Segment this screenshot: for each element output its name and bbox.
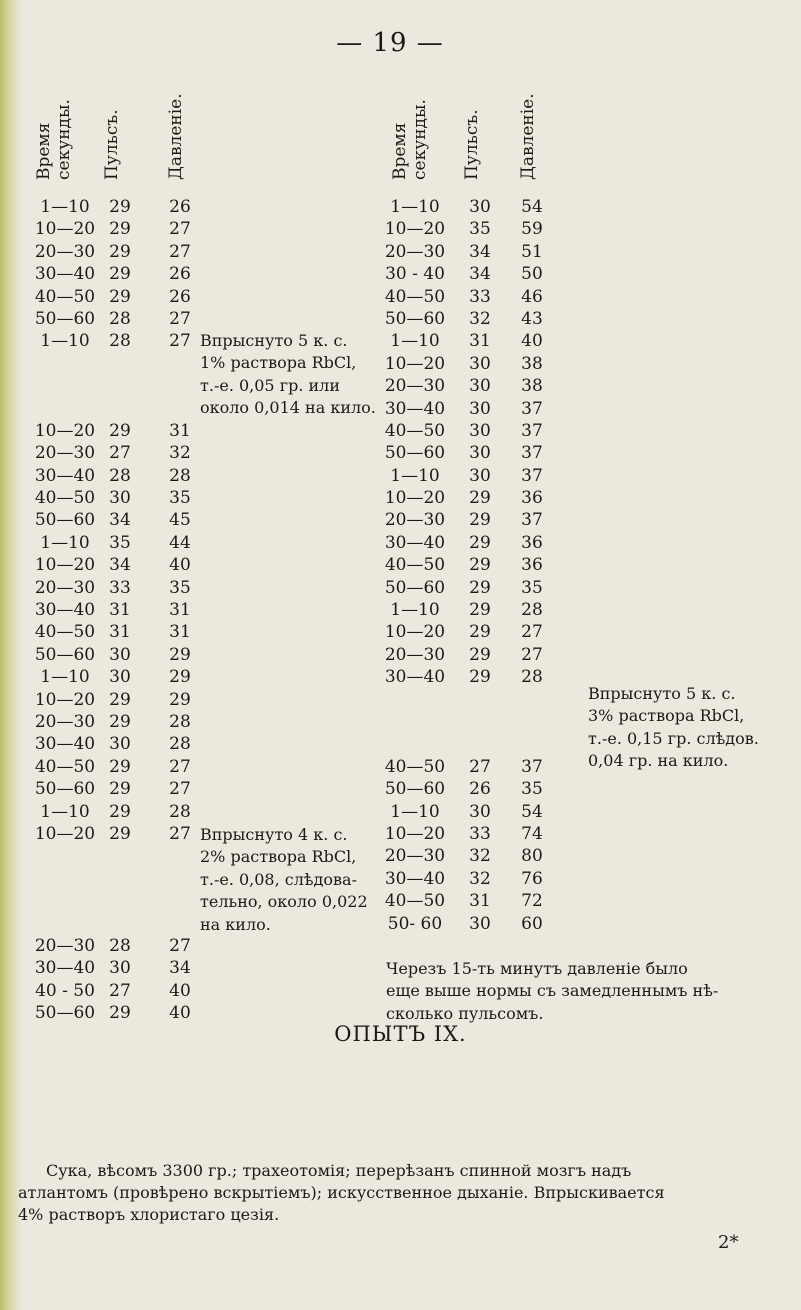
table-cell-pressure: 37: [521, 465, 543, 486]
table-cell-time: 50—60: [34, 779, 96, 800]
table-cell-time: 20—30: [34, 241, 96, 262]
table-cell-time: 1—10: [40, 667, 90, 688]
table-cell-pulse: 30: [469, 376, 491, 397]
note-line: Впрыснуто 5 к. с.: [200, 331, 348, 350]
table-cell-pulse: 33: [109, 577, 131, 598]
table-cell-pressure: 38: [521, 353, 543, 374]
table-cell-pulse: 29: [109, 219, 131, 240]
table-cell-time: 10—20: [384, 353, 446, 374]
table-cell-time: 10—20: [34, 823, 96, 844]
table-cell-time: 20—30: [384, 241, 446, 262]
table-cell-time: 50—60: [384, 779, 446, 800]
table-cell-time: 50—60: [384, 308, 446, 329]
table-cell-pulse: 29: [109, 1003, 131, 1024]
table-cell-pressure: [160, 398, 200, 420]
table-cell-pressure: 36: [521, 555, 543, 576]
table-cell-pressure: 27: [521, 622, 543, 643]
table-cell-pulse: 31: [109, 622, 131, 643]
table-cell-pulse: 29: [109, 689, 131, 710]
table-cell-pulse: [100, 868, 140, 890]
table-cell-pressure: 28: [169, 465, 191, 486]
table-cell-pulse: 34: [469, 241, 491, 262]
table-cell-pressure: [160, 375, 200, 397]
left-header-time: Время секунды.: [34, 99, 74, 180]
table-cell-pressure: 38: [521, 376, 543, 397]
table-cell-pressure: [512, 733, 552, 755]
table-cell-time: [30, 375, 100, 397]
note-line: Впрыснуто 4 к. с.: [200, 825, 348, 844]
table-cell-time: [30, 913, 100, 935]
table-cell-pressure: [512, 711, 552, 733]
table-cell-time: 30—40: [34, 264, 96, 285]
table-cell-pulse: 30: [469, 465, 491, 486]
table-cell-pulse: 29: [469, 577, 491, 598]
table-cell-time: 20—30: [384, 376, 446, 397]
table-cell-time: 40—50: [34, 622, 96, 643]
table-cell-pulse: [460, 711, 500, 733]
table-cell-time: 40—50: [34, 286, 96, 307]
table-cell-pulse: 32: [469, 308, 491, 329]
table-cell-time: 50- 60: [387, 913, 443, 934]
page-number: — 19 —: [336, 28, 444, 58]
table-cell-pressure: [160, 353, 200, 375]
table-cell-time: 30—40: [34, 465, 96, 486]
table-cell-pressure: 54: [521, 197, 543, 217]
table-cell-pressure: 28: [169, 711, 191, 732]
table-cell-pressure: 29: [169, 644, 191, 665]
right-note-injection: [588, 683, 759, 773]
table-cell-pulse: 32: [469, 868, 491, 889]
table-cell-pulse: 29: [109, 823, 131, 844]
table-cell-pressure: 44: [169, 532, 191, 553]
table-cell-pulse: 29: [469, 667, 491, 688]
table-cell-pressure: 50: [521, 264, 543, 285]
table-cell-pressure: [160, 845, 200, 867]
table-cell-pressure: 37: [521, 443, 543, 464]
paragraph-line: Сука, вѣсомъ 3300 гр.; трахеотомiя; перерѣзанъ спинной мозгъ надъ: [46, 1161, 632, 1180]
table-cell-pressure: 35: [521, 779, 543, 800]
table-cell-pressure: 28: [169, 801, 191, 822]
table-cell-time: 10—20: [384, 219, 446, 240]
table-cell-pressure: 31: [169, 622, 191, 643]
table-cell-time: 40—50: [384, 420, 446, 441]
table-cell-pulse: 30: [469, 801, 491, 822]
table-cell-time: 40—50: [34, 488, 96, 509]
table-cell-pressure: [512, 689, 552, 711]
right-header-pressure: Давленiе.: [518, 93, 538, 180]
table-cell-pulse: 31: [109, 600, 131, 621]
note-line: 3% раствора RbCl,: [588, 706, 745, 726]
table-cell-time: [30, 845, 100, 867]
table-cell-time: 1—10: [40, 532, 90, 553]
table-cell-pressure: 37: [521, 398, 543, 419]
table-cell-time: 20—30: [384, 510, 446, 531]
table-cell-pulse: 27: [469, 756, 491, 777]
table-cell-time: 30—40: [34, 734, 96, 755]
table-cell-time: 10—20: [34, 555, 96, 576]
table-cell-time: 1—10: [40, 331, 90, 352]
note-line: 2% раствора RbCl,: [200, 847, 357, 867]
table-cell-pulse: 28: [109, 465, 131, 486]
table-cell-pressure: [160, 868, 200, 890]
right-pressure-column: [512, 196, 552, 935]
table-cell-pulse: 28: [109, 331, 131, 352]
table-cell-time: 30—40: [34, 600, 96, 621]
table-cell-time: 30 - 40: [385, 264, 445, 285]
table-cell-pulse: 30: [109, 644, 131, 665]
table-cell-pressure: 37: [521, 510, 543, 531]
table-cell-pressure: 59: [521, 219, 543, 240]
table-cell-time: 50—60: [384, 443, 446, 464]
table-cell-pressure: 27: [169, 779, 191, 800]
table-cell-pulse: 30: [469, 353, 491, 374]
table-cell-pulse: 29: [469, 532, 491, 553]
left-header-pressure: Давленiе.: [166, 93, 186, 180]
table-cell-time: 20—30: [34, 711, 96, 732]
left-pulse-column: [100, 196, 140, 1024]
left-header-pulse: Пульсъ.: [102, 109, 122, 180]
table-cell-pulse: 29: [469, 488, 491, 509]
table-cell-time: 1—10: [390, 801, 440, 822]
table-cell-pulse: 32: [469, 846, 491, 867]
table-cell-time: 10—20: [34, 689, 96, 710]
table-cell-pulse: 29: [109, 264, 131, 285]
note-line: еще выше нормы съ замедленнымъ нѣ-: [386, 981, 719, 1001]
table-cell-pressure: 29: [169, 689, 191, 710]
table-cell-time: 40—50: [34, 756, 96, 777]
table-cell-pulse: 30: [469, 197, 491, 217]
table-cell-pressure: 31: [169, 600, 191, 621]
left-note-injection-1: [200, 330, 376, 420]
page-spine-shadow: [0, 0, 22, 1310]
table-cell-pressure: 26: [169, 264, 191, 285]
table-cell-pulse: 30: [469, 443, 491, 464]
table-cell-pulse: 35: [469, 219, 491, 240]
table-cell-time: 50—60: [34, 644, 96, 665]
table-cell-pulse: 29: [109, 756, 131, 777]
table-cell-pressure: 27: [169, 935, 191, 956]
table-cell-pressure: 27: [169, 241, 191, 262]
table-cell-pressure: 51: [521, 241, 543, 262]
note-line: сколько пульсомъ.: [386, 1003, 544, 1023]
table-cell-time: 40—50: [384, 286, 446, 307]
table-cell-pressure: 35: [521, 577, 543, 598]
table-cell-pressure: 36: [521, 532, 543, 553]
table-cell-time: 20—30: [34, 577, 96, 598]
note-line: на кило.: [200, 914, 271, 934]
table-cell-pressure: 37: [521, 756, 543, 777]
table-cell-pulse: 29: [469, 600, 491, 621]
table-cell-pulse: 30: [469, 420, 491, 441]
table-cell-time: 1—10: [390, 197, 440, 217]
table-cell-time: 20—30: [34, 935, 96, 956]
table-cell-time: 1—10: [40, 801, 90, 822]
table-cell-pressure: 80: [521, 846, 543, 867]
table-cell-pulse: 35: [109, 532, 131, 553]
table-cell-time: 40—50: [384, 756, 446, 777]
table-cell-pulse: 34: [109, 510, 131, 531]
table-cell-time: [380, 689, 450, 711]
table-cell-pulse: 29: [109, 779, 131, 800]
table-cell-time: 10—20: [384, 622, 446, 643]
section-title: ОПЫТЪ IX.: [334, 1022, 467, 1046]
table-cell-pressure: 43: [521, 308, 543, 329]
table-cell-pressure: 32: [169, 443, 191, 464]
table-cell-time: 20—30: [34, 443, 96, 464]
table-cell-pressure: 31: [169, 420, 191, 441]
table-cell-pulse: 29: [469, 510, 491, 531]
table-cell-pressure: 28: [169, 734, 191, 755]
note-line: около 0,014 на кило.: [200, 398, 376, 418]
table-cell-time: 1—10: [40, 197, 90, 217]
table-cell-time: [380, 733, 450, 755]
table-cell-pressure: 40: [521, 331, 543, 352]
table-cell-pulse: 30: [469, 398, 491, 419]
table-cell-pulse: 29: [109, 420, 131, 441]
note-line: 0,04 гр. на кило.: [588, 751, 729, 771]
experiment-description: [18, 1160, 793, 1226]
table-cell-pressure: 72: [521, 891, 543, 912]
table-cell-pressure: 26: [169, 286, 191, 307]
table-cell-time: 10—20: [34, 420, 96, 441]
table-cell-pulse: 31: [469, 891, 491, 912]
note-line: т.-е. 0,15 гр. слѣдов.: [588, 728, 759, 748]
note-line: 1% раствора RbCl,: [200, 353, 357, 373]
table-cell-pulse: 33: [469, 286, 491, 307]
left-note-injection-2: [200, 824, 368, 936]
table-cell-time: 10—20: [384, 488, 446, 509]
table-cell-time: 1—10: [390, 331, 440, 352]
table-cell-pulse: 34: [109, 555, 131, 576]
table-cell-time: 50—60: [384, 577, 446, 598]
table-cell-pulse: 26: [469, 779, 491, 800]
table-cell-time: 30—40: [384, 667, 446, 688]
right-time-column: [380, 196, 450, 935]
table-cell-time: 10—20: [34, 219, 96, 240]
table-cell-pulse: 30: [109, 734, 131, 755]
table-cell-pulse: [100, 845, 140, 867]
table-cell-pressure: 27: [169, 331, 191, 352]
table-cell-pulse: 30: [109, 667, 131, 688]
left-pressure-column: [160, 196, 200, 1024]
table-cell-time: 30—40: [384, 868, 446, 889]
table-cell-time: 40—50: [384, 555, 446, 576]
table-cell-pulse: [460, 689, 500, 711]
right-header-time: Время секунды.: [390, 99, 430, 180]
table-cell-pressure: 26: [169, 197, 191, 217]
table-cell-pressure: 76: [521, 868, 543, 889]
note-line: Черезъ 15-ть минутъ давленiе было: [386, 959, 688, 978]
table-cell-pressure: 29: [169, 667, 191, 688]
table-cell-time: [30, 398, 100, 420]
table-cell-time: 40 - 50: [35, 980, 95, 1001]
table-cell-pressure: [160, 890, 200, 912]
table-cell-time: 40—50: [384, 891, 446, 912]
table-cell-pulse: 27: [109, 443, 131, 464]
table-cell-time: 30—40: [384, 398, 446, 419]
table-cell-pressure: 40: [169, 980, 191, 1001]
signature-mark: 2*: [718, 1232, 739, 1253]
table-cell-pulse: 29: [469, 644, 491, 665]
table-cell-pressure: 35: [169, 577, 191, 598]
table-cell-pressure: 27: [169, 219, 191, 240]
table-cell-time: 1—10: [390, 465, 440, 486]
table-cell-pulse: [100, 375, 140, 397]
table-cell-time: 50—60: [34, 1003, 96, 1024]
table-cell-pressure: 40: [169, 1003, 191, 1024]
table-cell-time: 50—60: [34, 308, 96, 329]
table-cell-time: 50—60: [34, 510, 96, 531]
right-header-pulse: Пульсъ.: [462, 109, 482, 180]
table-cell-time: [30, 890, 100, 912]
table-cell-pressure: 36: [521, 488, 543, 509]
table-cell-pulse: 29: [109, 197, 131, 217]
table-cell-pulse: 33: [469, 823, 491, 844]
table-cell-pressure: 28: [521, 667, 543, 688]
table-cell-time: [30, 353, 100, 375]
table-cell-pulse: 31: [469, 331, 491, 352]
table-cell-pressure: 34: [169, 958, 191, 979]
table-cell-pulse: 30: [109, 488, 131, 509]
table-cell-time: 30—40: [384, 532, 446, 553]
table-cell-pressure: [160, 913, 200, 935]
table-cell-pressure: 27: [169, 823, 191, 844]
table-cell-pulse: 29: [109, 286, 131, 307]
table-cell-time: 20—30: [384, 846, 446, 867]
table-cell-pressure: 54: [521, 801, 543, 822]
table-cell-pulse: [100, 890, 140, 912]
table-cell-pulse: 29: [469, 622, 491, 643]
table-cell-time: 20—30: [384, 644, 446, 665]
note-line: т.-е. 0,08, слѣдова-: [200, 869, 357, 889]
table-cell-pulse: 29: [109, 801, 131, 822]
table-cell-pressure: 27: [521, 644, 543, 665]
table-cell-pressure: 46: [521, 286, 543, 307]
table-cell-pulse: 30: [469, 913, 491, 934]
table-cell-pressure: 27: [169, 308, 191, 329]
table-cell-pulse: 34: [469, 264, 491, 285]
table-cell-pressure: 60: [521, 913, 543, 934]
paragraph-line: 4% растворъ хлористаго цезiя.: [18, 1205, 280, 1224]
note-line: Впрыснуто 5 к. с.: [588, 684, 736, 703]
table-cell-pulse: [100, 913, 140, 935]
table-cell-pulse: [100, 398, 140, 420]
table-cell-pulse: [100, 353, 140, 375]
table-cell-pulse: 29: [109, 711, 131, 732]
note-line: тельно, около 0,022: [200, 892, 368, 912]
table-cell-pulse: [460, 733, 500, 755]
table-cell-pressure: 35: [169, 488, 191, 509]
table-cell-pulse: 30: [109, 958, 131, 979]
table-cell-pulse: 29: [109, 241, 131, 262]
table-cell-pulse: 29: [469, 555, 491, 576]
table-cell-time: [30, 868, 100, 890]
right-pulse-column: [460, 196, 500, 935]
note-line: т.-е. 0,05 гр. или: [200, 375, 340, 395]
table-cell-time: [380, 711, 450, 733]
table-cell-pulse: 28: [109, 935, 131, 956]
paragraph-line: атлантомъ (провѣрено вскрытiемъ); искусственное дыханiе. Впрыскивается: [18, 1183, 665, 1202]
table-cell-time: 1—10: [390, 600, 440, 621]
left-time-column: [30, 196, 100, 1024]
table-cell-pulse: 27: [109, 980, 131, 1001]
table-cell-time: 30—40: [34, 958, 96, 979]
table-cell-pressure: 40: [169, 555, 191, 576]
table-cell-pressure: 28: [521, 600, 543, 621]
table-cell-pressure: 27: [169, 756, 191, 777]
right-note-observation: [386, 958, 718, 1025]
table-cell-time: 10—20: [384, 823, 446, 844]
table-cell-pulse: 28: [109, 308, 131, 329]
table-cell-pressure: 37: [521, 420, 543, 441]
table-cell-pressure: 45: [169, 510, 191, 531]
table-cell-pressure: 74: [521, 823, 543, 844]
